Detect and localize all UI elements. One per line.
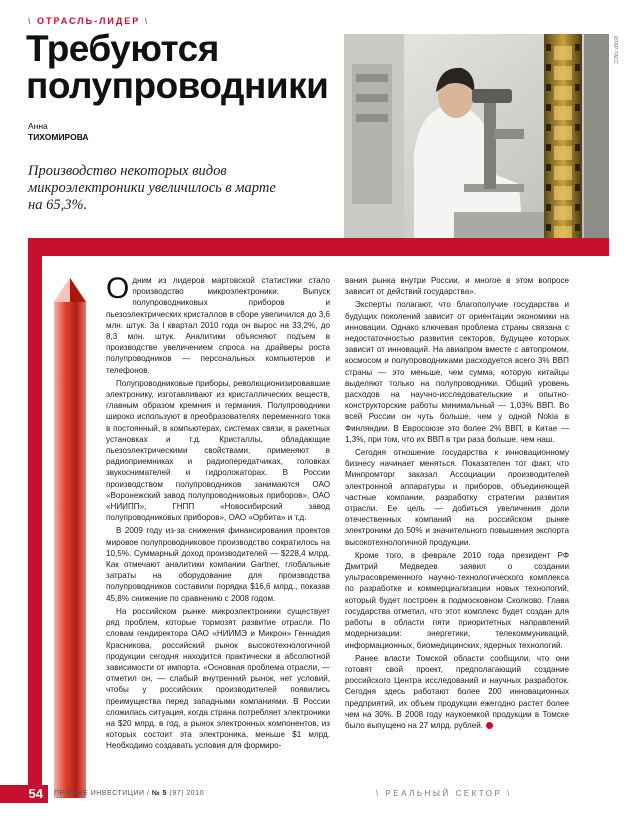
article-column-right — [345, 275, 569, 733]
headline-line2: полупроводники — [26, 65, 329, 106]
issue-separator: / — [147, 790, 150, 797]
section-prefix: \ — [376, 789, 381, 798]
paragraph: Полупроводниковые приборы, революционизировавшие электронику, изготавливают из кристаллических веществ, главным образом кремния и германия. Полупроводники широко используют в преобразователях переменного тока в постоянный, в компьютерах, системах связи, в ракетных установках и т.д. Кристаллы, обладающие пьезоэлектрическими свойствами, применяют в радиоприемниках и радиопередатчиках, головках звукоснимателей и гидролокаторах. В России производством полупроводников занимаются ОАО «Воронежский завод полупроводниковых приборов», ОАО «НИИПП», ГНПП «Новосибирский завод полупроводниковых приборов», ОАО «Орбита» и т.д. — [106, 378, 330, 523]
paragraph: вания рынка внутри России, и многое в этом вопросе зависит от действий государства». — [345, 276, 569, 297]
paragraph — [345, 653, 569, 731]
rubric-label: ОТРАСЛЬ-ЛИДЕР — [37, 16, 141, 26]
crystal-rod-illustration — [50, 278, 90, 798]
publication-info — [54, 790, 204, 797]
issue-detail: (97) 2010 — [169, 790, 204, 797]
headline-line1: Требуются — [26, 28, 219, 69]
lead-paragraph: Производство некоторых видов микроэлектроники увеличилось в марте на 65,3%. — [28, 163, 276, 213]
page-number-badge — [0, 785, 48, 803]
paragraph-text: дним из лидеров мартовской статистики стало производство микроэлектроники. Выпуск полупроводниковых приборов и пьезоэлектрических кристаллов в сборе увеличился до 3,6 млн. штук. За I квартал 2010 года он вырос на 33,2%, до 8,3 млн. штук. Аналитики объясняют подъем в производстве увеличением спроса на драйверы роста полупроводников — персональных компьютеров и телефонов. — [106, 276, 330, 375]
page-number: 54 — [28, 786, 43, 801]
article-column-left — [106, 272, 330, 754]
photo-credit: ИТАР-ТАСС — [612, 36, 618, 65]
rubric — [28, 16, 149, 26]
accent-bar-horizontal — [28, 238, 609, 256]
paragraph: Сегодня отношение государства к инновационному бизнесу начинает меняться. Показателен тот факт, что Минпромторг заказал Ассоциации производителей электронной аппаратуры и приборов, объединяющей частные компании, разработку стратегии развития отрасли. Ее цель — добиться увеличения доли отечественных компаний на российском рынке электроники до 50% и значительного повышения экспорта высокотехнологичной продукции. — [345, 448, 569, 547]
author-last-name: ТИХОМИРОВА — [28, 132, 89, 142]
author-first-name: Анна — [28, 121, 48, 131]
paragraph: В 2009 году из-за снижения финансирования проектов мировое полупроводниковое производство сократилось на 10,5%. Суммарный доход производителей — $228,4 млрд. Как отмечают аналитики компании Gartner, глобальные затраты на оборудование для производства полупроводников составили порядка $16,6 млрд., показав 45,8% снижение по сравнению с 2008 годом. — [106, 526, 330, 603]
paragraph — [106, 272, 330, 376]
publication-name: ПРЯМЫЕ ИНВЕСТИЦИИ — [54, 790, 145, 797]
paragraph: Кроме того, в феврале 2010 года президент РФ Дмитрий Медведев заявил о создании ультрасовременного научно-технологического комплекса по разработке и коммерциализации новых технологий, который будет построен в подмосковном Сколково. Глава государства отметил, что этот комплекс будет создан для работы в области пяти приоритетных направлений модернизации: энергетики, телекоммуникаций, информационных, биомедицинских, ядерных технологий. — [345, 550, 569, 650]
lab-photo-illustration — [344, 34, 609, 254]
headline — [26, 30, 336, 104]
paragraph: Эксперты полагают, что благополучие государства и будущих поколений зависит от ориентации экономики на инновации. Однако ключевая проблема страны связана с недостаточностью развития секторов, будущее которых зависит от инноваций. На авиапром вместе с автопромом, космосом и полупроводниками расходуется всего 3% ВВП страны — это меньше, чем сумма, которую китайцы выделяют только на полупроводники. Общий уровень расходов на научно-исследовательские и опытно-конструкторские работы минимальный — 1,03% ВВП. Во всей России он чуть больше, чем у одной Nokia в Финляндии. В Евросоюзе это более 2% ВВП, в Китае — 1,3%, при том, что их ВВП в три раза больше, чем наш. — [345, 300, 569, 444]
section-name: РЕАЛЬНЫЙ СЕКТОР — [385, 789, 503, 798]
author-byline — [28, 121, 89, 143]
issue-number: № 5 — [151, 790, 168, 797]
accent-bar-vertical — [28, 238, 42, 794]
paragraph: На российском рынке микроэлектроники существует ряд проблем, которые тормозят развитие отрасли. По словам гендиректора ОАО «НИИМЭ и Микрон» Геннадия Красникова, российский рынок высокотехнологичной продукции сегодня находится практически в абсолютной зависимости от импорта. «Основная проблема отрасли, — отметил он, — слабый внутренний рынок, нет условий, чтобы у российских производителей появились преимущества перед западными компаниями. В России сложилась ситуация, когда страна потребляет электроники на $20 млрд. в год, а рынок электронных компонентов, из которых состоит эта электроника, меньше $1 млрд. Необходимо создавать условия для формиро- — [106, 606, 330, 751]
end-mark-icon — [486, 722, 493, 729]
section-label — [376, 789, 512, 798]
rubric-prefix: \ — [28, 16, 33, 26]
lab-photo — [344, 34, 609, 254]
drop-cap: О — [106, 272, 130, 305]
section-suffix: \ — [507, 789, 512, 798]
paragraph-text: Ранее власти Томской области сообщили, что они готовят свой проект, предполагающий создание российского Центра исследований и научных разработок. Сегодня здесь работают более 200 инновационных предприятий, их объем продукции ежегодно растет более чем на 30%. В 2008 году наукоемкой продукции в Томске было выпущено на 27 млрд. рублей. — [345, 653, 569, 730]
rubric-suffix: \ — [144, 16, 150, 26]
